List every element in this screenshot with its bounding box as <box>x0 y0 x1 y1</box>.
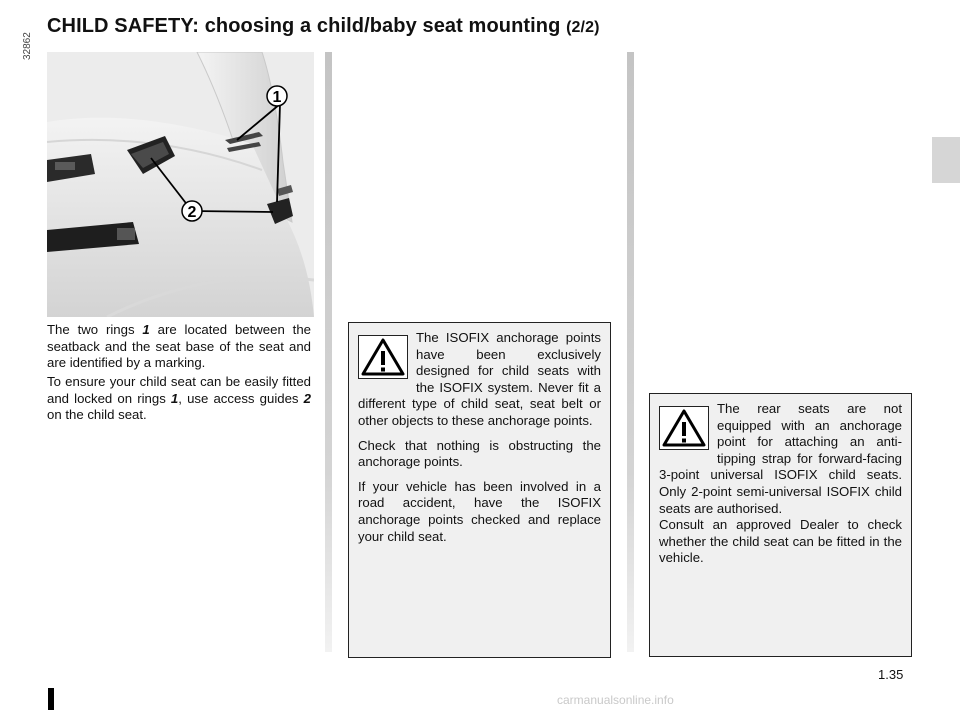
item-reference: 1 <box>142 322 150 337</box>
callout-2: 2 <box>187 204 197 221</box>
seat-anchorage-illustration <box>47 52 314 317</box>
page-title <box>47 15 600 38</box>
column-divider <box>325 52 332 652</box>
access-guides-description: To ensure your child seat can be easily fitted and locked on rings 1, use access guides 2 on the child seat. <box>47 374 311 423</box>
page-title-text: CHILD SAFETY: choosing a child/baby seat mounting <box>47 15 561 37</box>
page-number: 1.35 <box>878 667 904 682</box>
warning-triangle-icon <box>358 335 408 379</box>
warning-triangle-icon <box>659 406 709 450</box>
figure-code: 32862 <box>22 32 33 60</box>
watermark: carmanualsonline.info <box>557 693 674 707</box>
column-divider <box>627 52 634 652</box>
rear-seat-warning-box <box>649 393 912 657</box>
isofix-warning-box <box>348 322 611 658</box>
rear-seat-warning-text-1: The rear seats are not equipped with an anchorage point for attaching an anti-tipping strap for forward-facing 3-point universal ISOFIX child seats. Only 2-point semi-universal ISOFIX child seats are authorised. <box>659 401 902 516</box>
isofix-warning-text-1: The ISOFIX anchorage points have been exclusively designed for child seats with the ISOFIX system. Never fit a different type of child seat, seat belt or other objects to these anchorage points. <box>358 330 601 428</box>
seat-drawing <box>47 52 314 317</box>
chapter-tab <box>932 137 960 183</box>
isofix-warning-text-2: Check that nothing is obstructing the anchorage points. <box>358 437 601 470</box>
callout-1: 1 <box>272 89 282 106</box>
item-reference: 1 <box>170 390 179 406</box>
page-title-part: (2/2) <box>566 19 600 36</box>
corner-mark <box>48 688 54 710</box>
rear-seat-warning-text-2: Consult an approved Dealer to check whether the child seat can be fitted in the vehicle. <box>659 517 902 566</box>
item-reference: 2 <box>303 390 311 406</box>
isofix-warning-text-3: If your vehicle has been involved in a road accident, have the ISOFIX anchorage points checked and replace your child seat. <box>358 478 601 544</box>
rings-description: The two rings 1 are located between the seatback and the seat base of the seat and are identified by a marking. <box>47 322 311 371</box>
